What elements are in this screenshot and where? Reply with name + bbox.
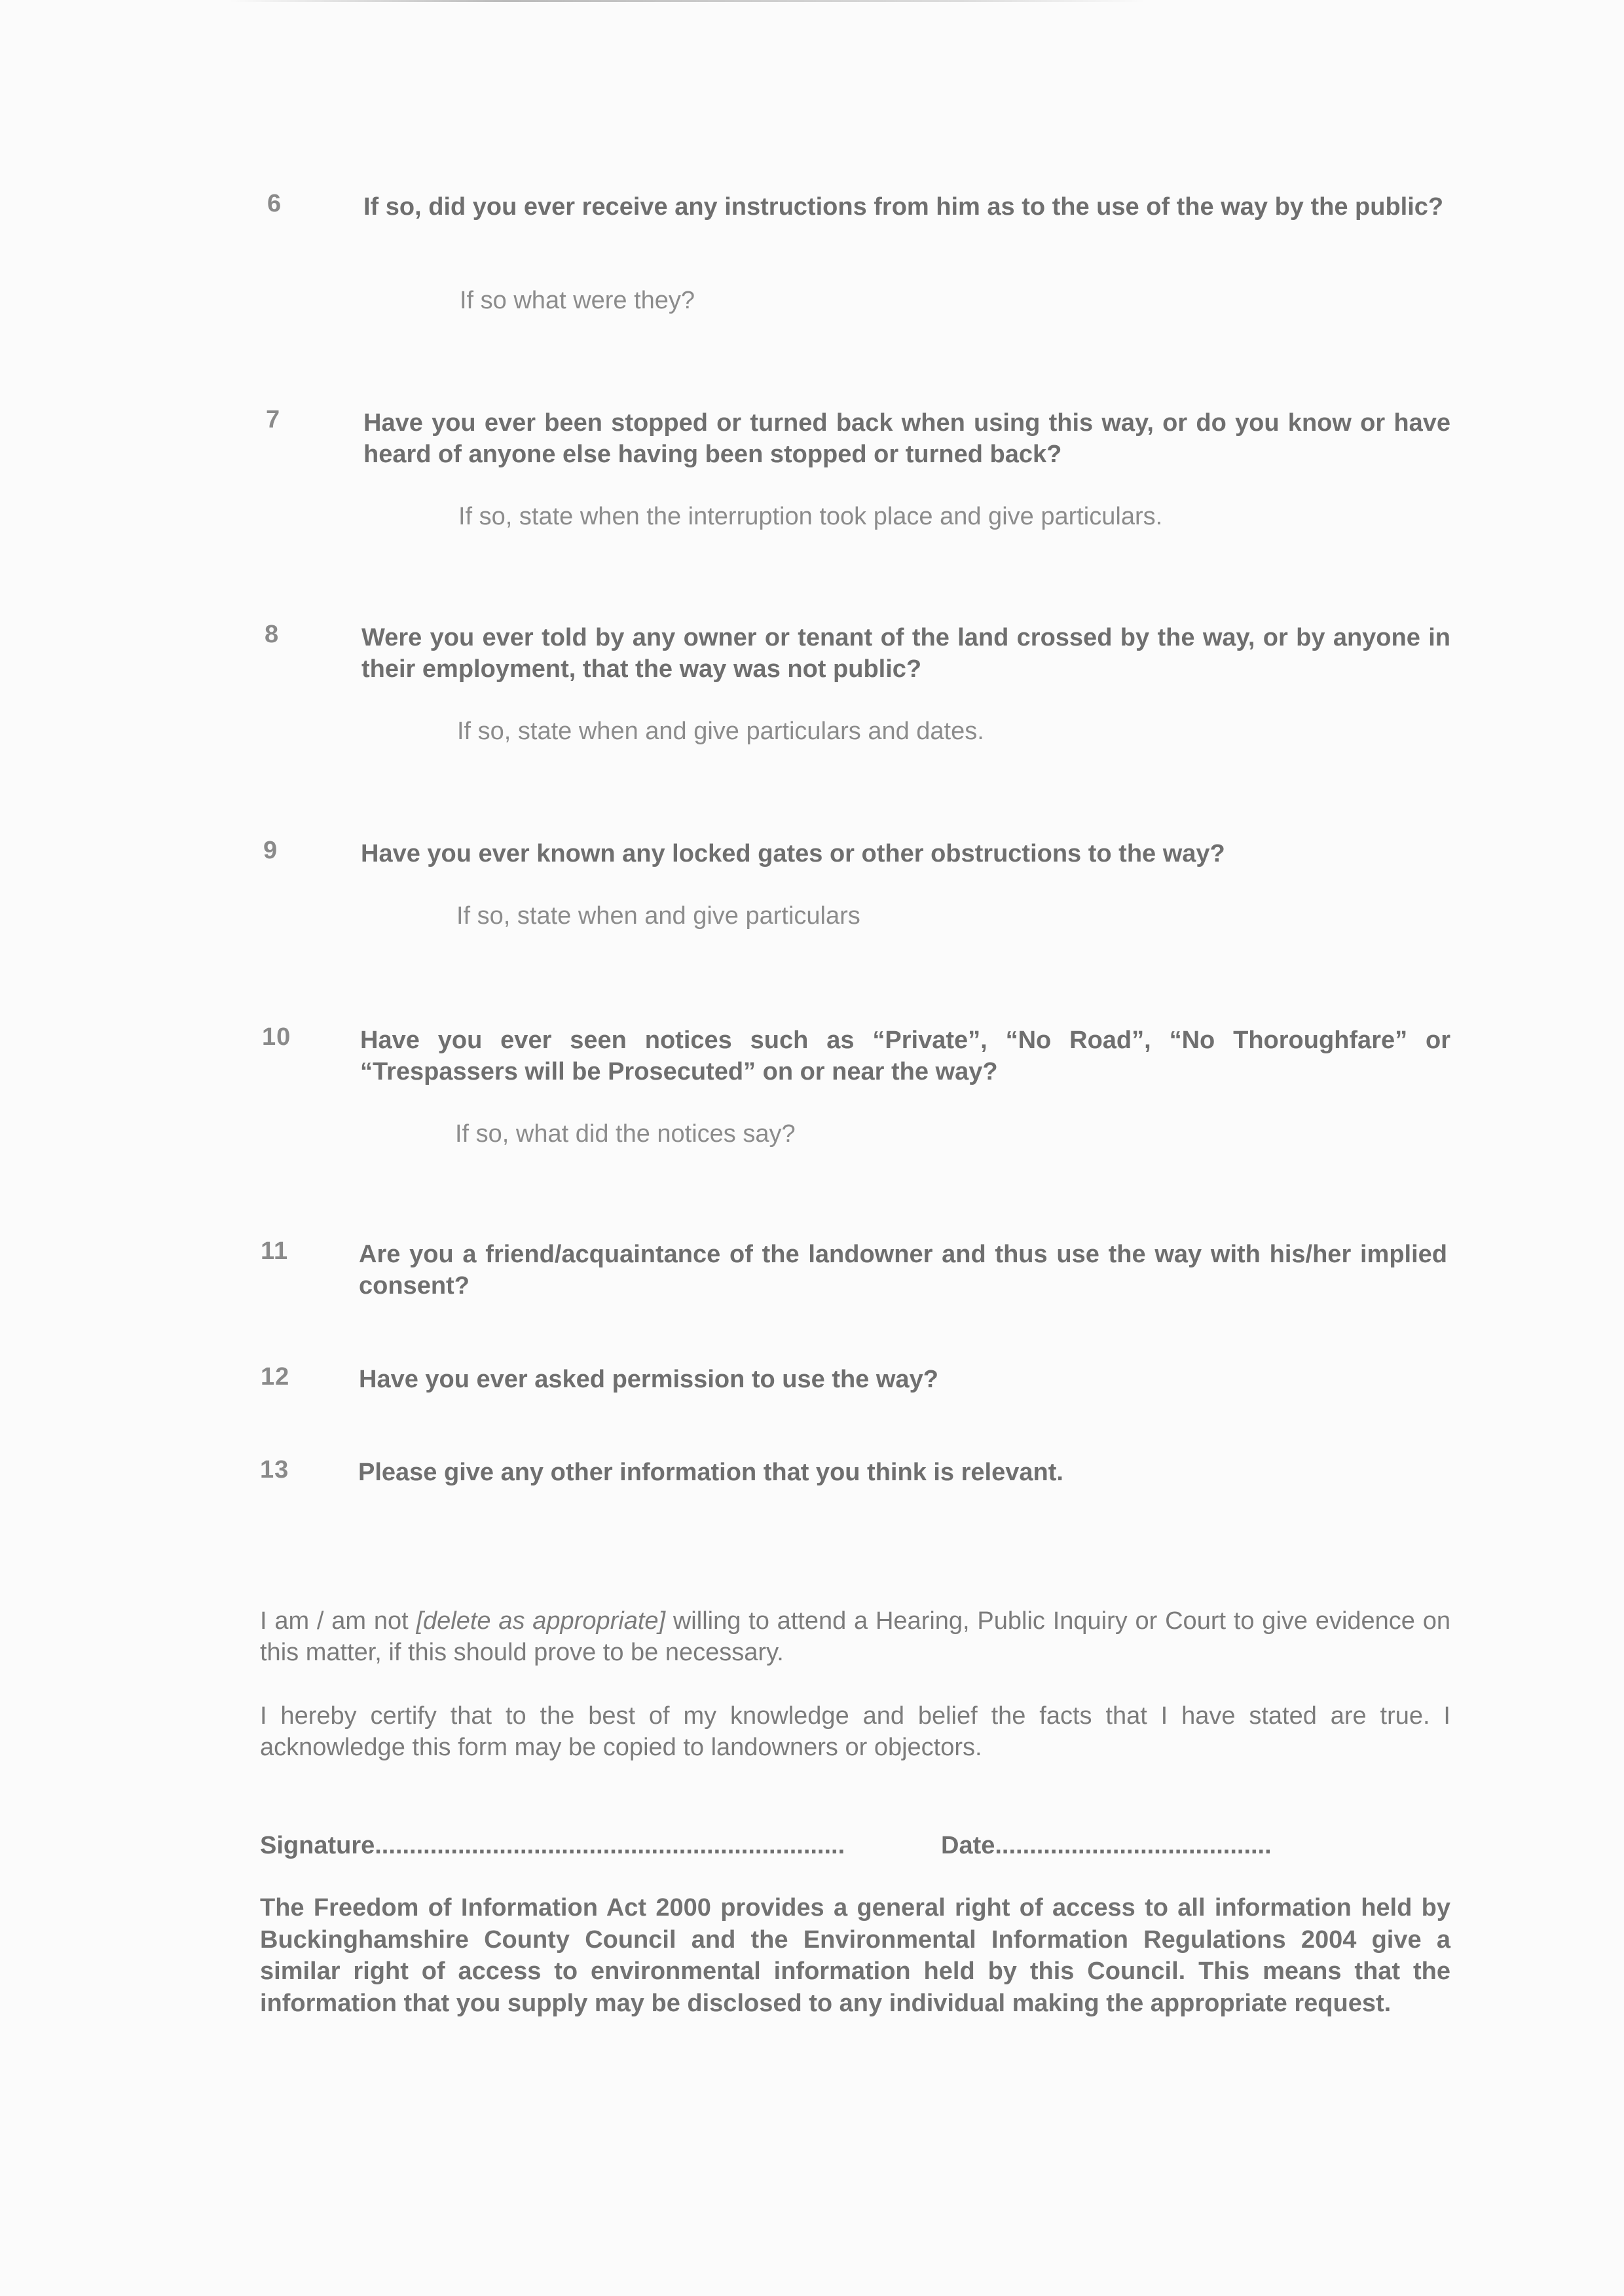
- question-subtext: If so, what did the notices say?: [455, 1120, 796, 1148]
- attend-declaration: [260, 1605, 1450, 1668]
- certify-declaration: I hereby certify that to the best of my knowledge and belief the facts that I have stated are true. I acknowledge this form may be copied to landowners or objectors.: [260, 1702, 1450, 1761]
- date-field[interactable]: Date........................................: [941, 1832, 1272, 1859]
- question-text: Are you a friend/acquaintance of the landowner and thus use the way with his/her implied consent?: [359, 1241, 1447, 1300]
- scan-edge: [229, 0, 1146, 2]
- question-number: 7: [266, 406, 281, 433]
- delete-as-appropriate: [delete as appropriate]: [416, 1607, 666, 1635]
- question-text: Please give any other information that you think is relevant.: [358, 1459, 1063, 1486]
- question-subtext: If so what were they?: [460, 287, 695, 314]
- question-number: 10: [262, 1023, 291, 1051]
- question-number: 8: [265, 621, 280, 648]
- question-number: 13: [260, 1456, 289, 1484]
- signature-field[interactable]: Signature....................................................................: [260, 1832, 845, 1859]
- question-text: Have you ever been stopped or turned back when using this way, or do you know or have heard of anyone else having been stopped or turned back?: [363, 409, 1450, 468]
- attend-start: I am / am not: [260, 1607, 416, 1635]
- question-number: 6: [267, 190, 282, 217]
- question-subtext: If so, state when the interruption took place and give particulars.: [458, 503, 1163, 530]
- question-subtext: If so, state when and give particulars and dates.: [457, 718, 984, 745]
- foi-notice: The Freedom of Information Act 2000 provides a general right of access to all information held by Buckinghamshire County Council and the Environmental Information Regulations 2004 give a similar right of access to environmental information held by this Council. This means that the information that you supply may be disclosed to any individual making the appropriate request.: [260, 1894, 1450, 2017]
- question-text: If so, did you ever receive any instructions from him as to the use of the way by the public?: [363, 193, 1444, 221]
- attend-end: willing to attend a Hearing, Public Inquiry or Court to give evidence on this matter, if this should prove to be necessary.: [260, 1607, 1450, 1666]
- question-text: Have you ever asked permission to use the way?: [359, 1366, 938, 1393]
- question-text: Were you ever told by any owner or tenant of the land crossed by the way, or by anyone in their employment, that the way was not public?: [361, 624, 1450, 683]
- question-number: 12: [261, 1363, 290, 1391]
- question-number: 11: [261, 1237, 289, 1265]
- signature-row: [260, 1832, 1450, 1865]
- question-text: Have you ever seen notices such as “Private”, “No Road”, “No Thoroughfare” or “Trespassers will be Prosecuted” on or near the way?: [360, 1027, 1450, 1085]
- question-text: Have you ever known any locked gates or other obstructions to the way?: [361, 840, 1225, 867]
- question-number: 9: [263, 837, 278, 864]
- question-subtext: If so, state when and give particulars: [456, 902, 860, 930]
